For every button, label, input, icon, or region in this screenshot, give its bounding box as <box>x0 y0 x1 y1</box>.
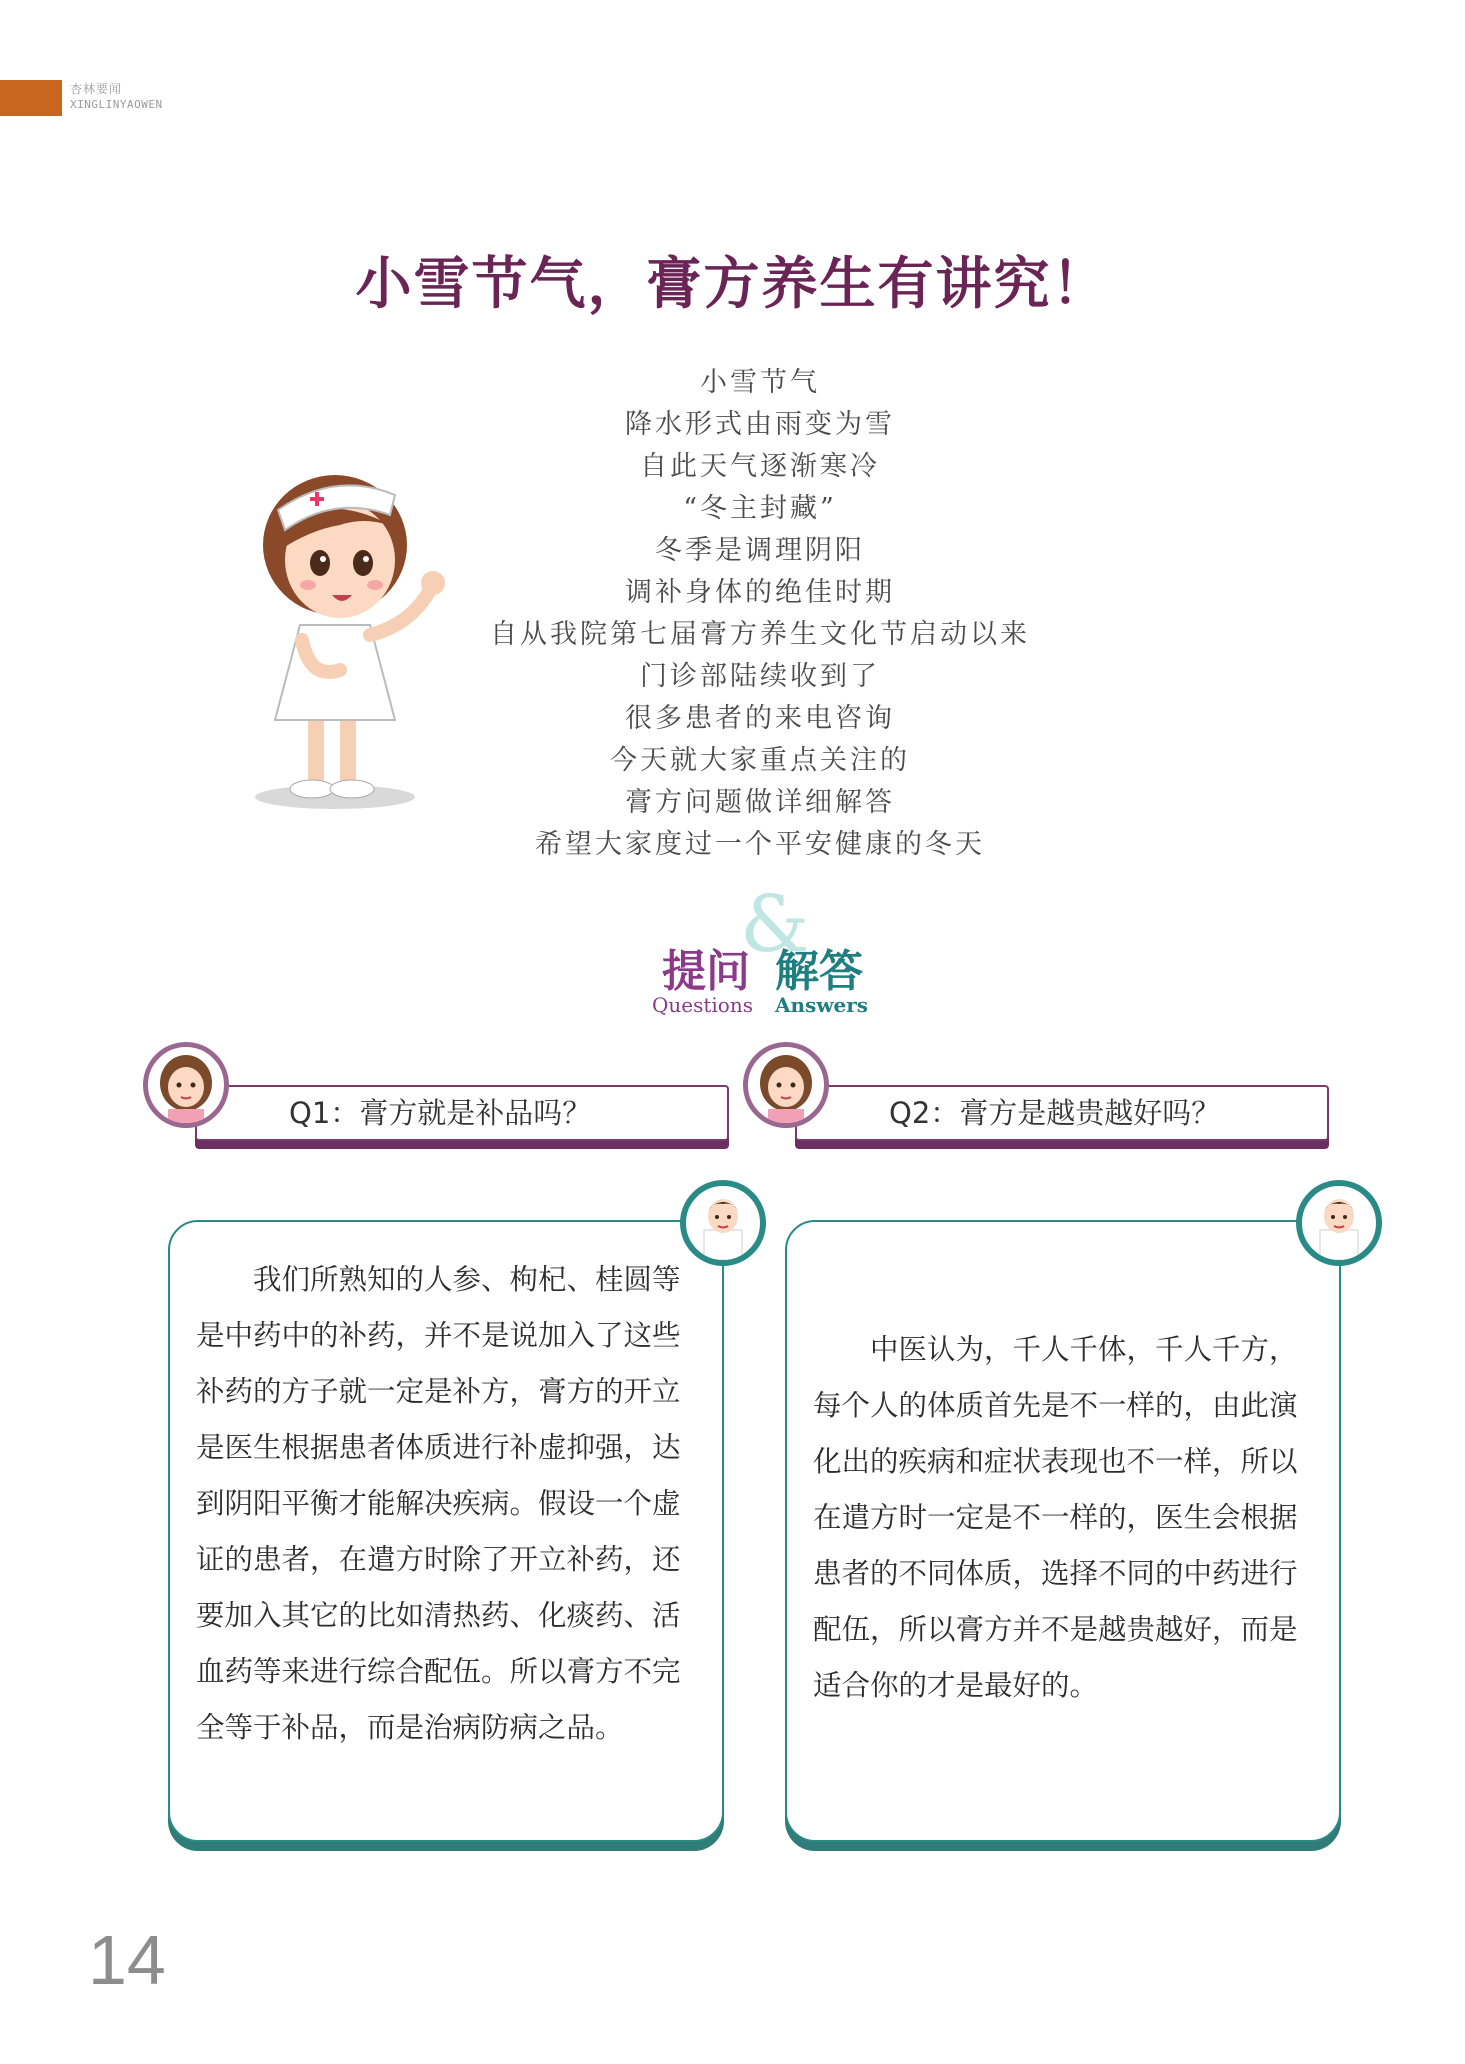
answer-1-box <box>168 1220 724 1842</box>
poem-line: 自此天气逐渐寒冷 <box>640 451 880 482</box>
doctor-avatar-icon <box>680 1180 766 1266</box>
question-2-banner <box>795 1085 1329 1141</box>
qa-heading-answers-cn: 解答 <box>775 946 863 997</box>
question-1-banner <box>195 1085 729 1141</box>
answer-2-text: 中医认为，千人千体，千人千方，每个人的体质首先是不一样的，由此演化出的疾病和症状表现也不一样，所以在遣方时一定是不一样的，医生会根据患者的不同体质，选择不同的中药进行配伍，所以膏方并不是越贵越好，而是适合你的才是最好的。 <box>813 1333 1298 1702</box>
poem-line: 冬季是调理阴阳 <box>655 535 865 566</box>
section-label-en: XINGLINYAOWEN <box>70 98 163 111</box>
article-title: 小雪节气，膏方养生有讲究！ <box>355 251 1110 317</box>
section-color-bar <box>0 80 62 116</box>
question-2-text: Q2：膏方是越贵越好吗？ <box>889 1096 1221 1130</box>
poem-line: 门诊部陆续收到了 <box>640 661 880 692</box>
doctor-avatar-icon <box>1296 1180 1382 1266</box>
question-1-text: Q1：膏方就是补品吗？ <box>289 1096 592 1130</box>
poem-line: 希望大家度过一个平安健康的冬天 <box>535 829 985 860</box>
poem-line: 膏方问题做详细解答 <box>625 787 895 818</box>
poem-line: 小雪节气 <box>700 367 820 398</box>
page-number: 14 <box>88 1921 166 1999</box>
qa-heading-questions-cn: 提问 <box>662 946 750 997</box>
answer-1-text: 我们所熟知的人参、枸杞、桂圆等是中药中的补药，并不是说加入了这些补药的方子就一定是补方，膏方的开立是医生根据患者体质进行补虚抑强，达到阴阳平衡才能解决疾病。假设一个虚证的患者，在遣方时除了开立补药，还要加入其它的比如清热药、化痰药、活血药等来进行综合配伍。所以膏方不完全等于补品，而是治病防病之品。 <box>196 1263 681 1744</box>
qa-heading-answers-en: Answers <box>775 993 869 1017</box>
qa-ampersand: & <box>740 880 810 970</box>
poem-line: 很多患者的来电咨询 <box>625 703 895 734</box>
section-label-cn: 杏林要闻 <box>70 82 123 96</box>
qa-heading-questions-en: Questions <box>652 993 753 1017</box>
poem-line: 调补身体的绝佳时期 <box>625 577 895 608</box>
patient-avatar-icon <box>743 1042 829 1128</box>
patient-avatar-icon <box>143 1042 229 1128</box>
poem-line: “冬主封藏” <box>683 493 837 524</box>
poem-line: 自从我院第七届膏方养生文化节启动以来 <box>490 619 1030 650</box>
poem-line: 今天就大家重点关注的 <box>610 745 910 776</box>
intro-poem <box>360 362 1160 866</box>
poem-line: 降水形式由雨变为雪 <box>625 409 895 440</box>
answer-2-box <box>785 1220 1341 1842</box>
